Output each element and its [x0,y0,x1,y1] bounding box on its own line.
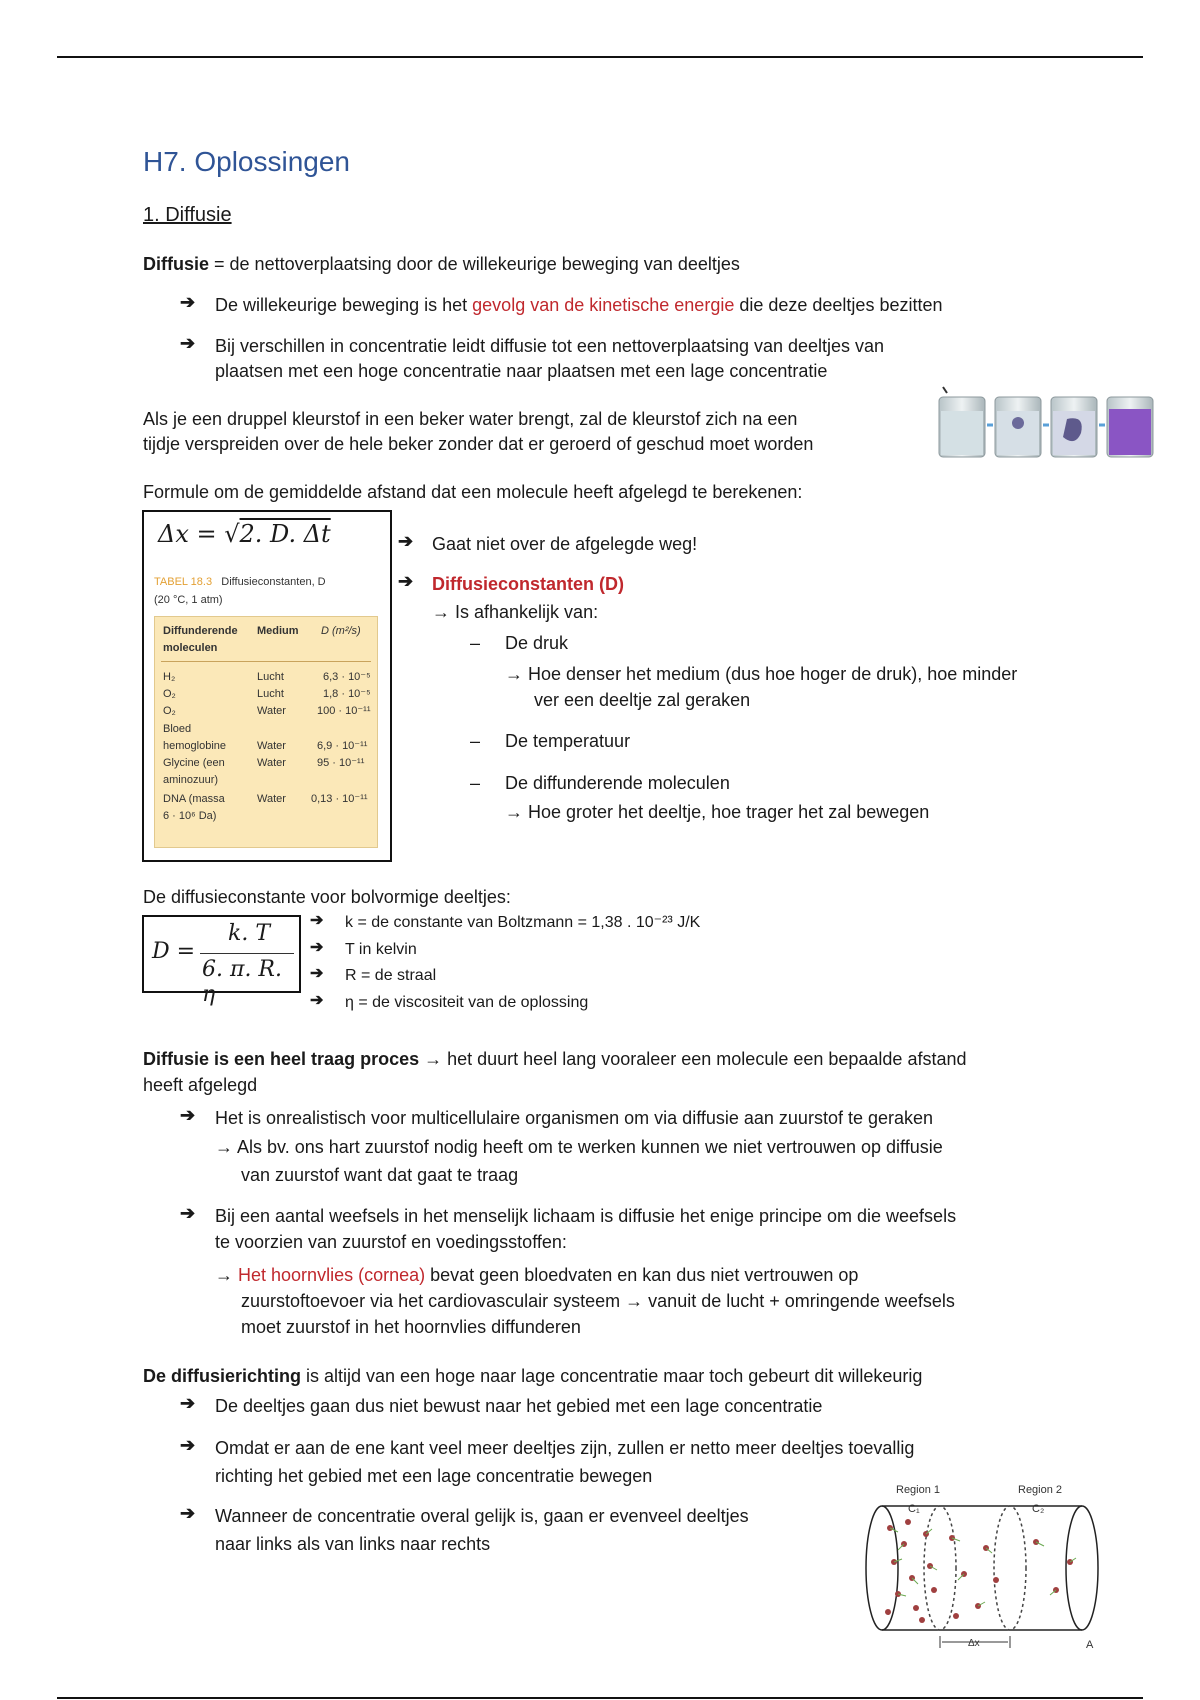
area-label: A [1086,1639,1094,1651]
arrow-bullet-icon: ➔ [180,333,196,353]
dep-pressure-note-1: → Hoe denser het medium (dus hoe hoger de druk), hoe minder [505,664,1018,684]
arrow-bullet-icon: ➔ [398,531,414,551]
section-heading: 1. Diffusie [143,204,232,226]
var-radius: R = de straal [345,967,437,984]
table-cell: 1,8 · 10⁻⁵ [323,688,371,700]
slow-process-rest: → het duurt heel lang vooraleer een molecule een bepaalde afstand [419,1049,967,1069]
table-header-medium: Medium [257,625,299,637]
dash-icon: – [470,633,481,653]
drop-text-2: tijdje verspreiden over de hele beker zonder dat er geroerd of geschud moet worden [143,434,814,454]
direction-rest: is altijd van een hoge naar lage concentratie maar toch gebeurt dit willekeurig [301,1366,923,1386]
var-boltzmann: k = de constante van Boltzmann = 1,38 . 10⁻²³ J/K [345,914,701,931]
diffusion-cylinder-figure [860,1478,1110,1658]
sphere-intro: De diffusieconstante voor bolvormige deeltjes: [143,887,511,907]
direction-note-2b: richting het gebied met een lage concentratie bewegen [215,1466,653,1486]
arrow-bullet-icon: ➔ [180,1503,196,1523]
arrow-bullet-icon: ➔ [310,939,324,956]
formula-rhs: 2. D. Δt [239,520,331,548]
direction-bold: De diffusierichting [143,1366,302,1386]
region-boundary-2 [994,1506,1026,1630]
table-cell: Water [257,740,286,752]
delta-x-label: Δx [968,1638,980,1649]
c1-label: C₁ [908,1503,920,1515]
direction-note-3a: Wanneer de concentratie overal gelijk is, gaan er evenveel deeltjes [215,1506,749,1526]
table-cell: O₂ [163,705,176,717]
table-cell: Bloed hemoglobine [163,723,226,752]
formula-denominator: 6. π. R. η [202,957,282,1007]
c2-label: C₂ [1032,1503,1045,1515]
table-header-molecules: Diffunderende moleculen [163,625,238,654]
dep-pressure-note-2: ver een deeltje zal geraken [534,690,751,710]
bullet-kinetic [215,292,943,318]
formula-distance [158,520,331,548]
particle-trails [890,1528,1076,1606]
bottom-rule [57,1697,1143,1699]
table-conditions: (20 °C, 1 atm) [154,594,223,606]
dep-pressure: De druk [505,633,569,653]
arrow-bullet-icon: ➔ [180,1393,196,1413]
beaker-2 [995,397,1041,457]
table-cell: Water [257,757,286,769]
definition-text: = de nettoverplaatsing door de willekeurige beweging van deeltjes [209,254,740,274]
not-path-note: Gaat niet over de afgelegde weg! [432,534,698,554]
definition-term: Diffusie [143,254,210,274]
formula-lhs: Δx = [158,520,225,548]
arrow-bullet-icon: ➔ [180,1105,196,1125]
table-cell: 6,3 · 10⁻⁵ [323,671,371,683]
table-cell: 6,9 · 10⁻¹¹ [317,740,368,752]
table-header-rule [161,661,371,662]
direction-note-3b: naar links als van links naar rechts [215,1534,491,1554]
heart-note-1: → Als bv. ons hart zuurstof nodig heeft om te werken kunnen we niet vertrouwen op diffusie [215,1137,943,1157]
delta-x-marker [940,1636,1010,1649]
direction-note-2a: Omdat er aan de ene kant veel meer deeltjes zijn, zullen er netto meer deeltjes toevallig [215,1438,915,1458]
table-cell: Water [257,705,286,717]
heart-note-2: van zuurstof want dat gaat te traag [241,1165,519,1185]
table-cell: 100 · 10⁻¹¹ [317,705,371,717]
dep-molecules-note: → Hoe groter het deeltje, hoe trager het zal bewegen [505,802,930,822]
bullet-kinetic-a: De willekeurige beweging is het [215,295,473,315]
arrow-bullet-icon: ➔ [310,965,324,982]
table-cell: Lucht [257,688,284,700]
top-rule [57,56,1143,58]
dep-temperature: De temperatuur [505,731,631,751]
stokes-einstein-box [142,915,301,1007]
fraction-bar [200,953,294,954]
table-cell: Water [257,793,286,805]
arrow-bullet-icon: ➔ [310,992,324,1009]
table-caption-text: Diffusieconstanten, D [221,576,326,588]
bullet-kinetic-b: die deze deeltjes bezitten [734,295,943,315]
arrow-bullet-icon: ➔ [180,1435,196,1455]
cornea-note-3: moet zuurstof in het hoornvlies diffunderen [241,1317,581,1337]
beaker-4 [1107,397,1153,457]
dash-icon: – [470,773,481,793]
diffusion-table [154,616,378,848]
slow-process-2: heeft afgelegd [143,1075,258,1095]
dep-molecules: De diffunderende moleculen [505,773,730,793]
cylinder-outline [866,1506,1098,1630]
arrow-bullet-icon: ➔ [180,292,196,312]
table-cell: DNA (massa 6 · 10⁶ Da) [163,793,225,822]
table-cell: H₂ [163,671,176,683]
cornea-red: Het hoornvlies (cornea) [238,1265,426,1285]
formula-intro: Formule om de gemiddelde afstand dat een molecule heeft afgelegd te berekenen: [143,482,803,502]
var-temperature: T in kelvin [345,941,417,958]
tissue-note-2: te voorzien van zuurstof en voedingsstoffen: [215,1232,567,1252]
tissue-note-1: Bij een aantal weefsels in het menselijk lichaam is diffusie het enige principe om die weefsels [215,1206,957,1226]
beaker-1 [939,397,985,457]
dropper-icon [943,387,947,393]
formula-numerator: k. T [228,921,270,946]
beaker-illustration [935,385,1165,465]
table-cell: 95 · 10⁻¹¹ [317,757,365,769]
direction-statement [143,1363,922,1389]
dash-icon: – [470,731,481,751]
bullet-kinetic-red: gevolg van de kinetische energie [472,295,735,315]
diffusion-constants-heading: Diffusieconstanten (D) [432,574,625,594]
table-caption [154,574,326,591]
region1-label: Region 1 [896,1484,941,1496]
multicellular-note: Het is onrealistisch voor multicellulaire organismen om via diffusie aan zuurstof te geraken [215,1108,934,1128]
table-label: TABEL 18.3 [154,576,213,588]
definition [143,251,740,277]
table-cell: Lucht [257,671,284,683]
table-cell: O₂ [163,688,176,700]
radical-icon: √ [224,520,240,548]
formula-d-lhs: D = [152,939,196,964]
page-title: H7. Oplossingen [143,146,351,177]
slow-process [143,1046,1143,1072]
beaker-3 [1051,397,1097,457]
cornea-note [215,1262,858,1288]
table-cell: 0,13 · 10⁻¹¹ [311,793,368,805]
arrow-bullet-icon: ➔ [310,912,324,929]
table-header-d: D (m²/s) [321,625,361,637]
arrow-bullet-icon: ➔ [398,571,414,591]
formula-box [142,510,392,862]
bullet-concentration-2: plaatsen met een hoge concentratie naar plaatsen met een lage concentratie [215,361,828,381]
slow-process-bold: Diffusie is een heel traag proces [143,1049,420,1069]
particles [885,1519,1073,1623]
cornea-note-2: zuurstoftoevoer via het cardiovasculair systeem → vanuit de lucht + omringende weefsels [241,1291,955,1311]
region2-label: Region 2 [1018,1484,1063,1496]
direction-note-1: De deeltjes gaan dus niet bewust naar het gebied met een lage concentratie [215,1396,823,1416]
drop-text-1: Als je een druppel kleurstof in een beker water brengt, zal de kleurstof zich na een [143,409,798,429]
table-cell: Glycine (een aminozuur) [163,757,225,786]
depends-on: → Is afhankelijk van: [432,602,599,622]
var-viscosity: η = de viscositeit van de oplossing [345,994,589,1011]
bullet-concentration-1: Bij verschillen in concentratie leidt diffusie tot een nettoverplaatsing van deeltjes van [215,336,885,356]
arrow-bullet-icon: ➔ [180,1203,196,1223]
cornea-arrow: → [215,1265,239,1285]
cornea-rest: bevat geen bloedvaten en kan dus niet vertrouwen op [425,1265,859,1285]
